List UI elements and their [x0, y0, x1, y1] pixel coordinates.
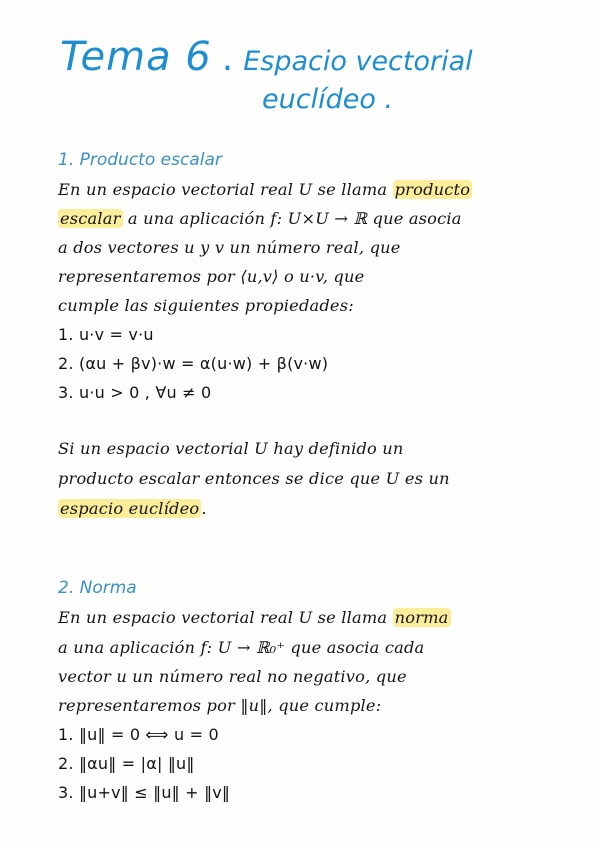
section1-line: representaremos por ⟨u,v⟩ o u·v, que: [58, 267, 365, 286]
text: En un espacio vectorial real U se llama: [58, 608, 393, 627]
section1-line: [58, 180, 472, 199]
property-1: 1. u·v = v·u: [58, 325, 154, 344]
text: a una aplicación f: U×U → ℝ que asocia: [122, 209, 462, 228]
text: .: [201, 499, 207, 518]
property-3: 3. u·u > 0 , ∀u ≠ 0: [58, 383, 212, 402]
section2-line: vector u un número real no negativo, que: [58, 667, 407, 686]
section1-paragraph2-line: Si un espacio vectorial U hay definido un: [58, 439, 404, 458]
section1-paragraph2-line: producto escalar entonces se dice que U es un: [58, 469, 450, 488]
section1-line: cumple las siguientes propiedades:: [58, 296, 354, 315]
norm-property-3: 3. ‖u+v‖ ≤ ‖u‖ + ‖v‖: [58, 783, 231, 802]
norm-property-2: 2. ‖αu‖ = |α| ‖u‖: [58, 754, 195, 773]
section1-line: [58, 209, 462, 228]
title-dot: .: [221, 38, 234, 79]
highlight-term: norma: [394, 608, 449, 627]
section2-line: a una aplicación f: U → ℝ₀⁺ que asocia cada: [58, 638, 425, 657]
page-title: [60, 34, 473, 80]
section2-heading: 2. Norma: [58, 578, 137, 598]
section2-line: [58, 608, 451, 627]
section1-heading: 1. Producto escalar: [58, 150, 222, 170]
title-main: Tema 6: [60, 34, 212, 80]
property-2: 2. (αu + βv)·w = α(u·w) + β(v·w): [58, 354, 329, 373]
title-subtitle-part1: Espacio vectorial: [243, 46, 473, 77]
section1-paragraph2-line: [58, 499, 207, 518]
text: En un espacio vectorial real U se llama: [58, 180, 393, 199]
norm-property-1: 1. ‖u‖ = 0 ⟺ u = 0: [58, 725, 219, 744]
section2-line: representaremos por ‖u‖, que cumple:: [58, 696, 382, 715]
highlight-term: espacio euclídeo: [60, 499, 200, 518]
highlight-term: producto: [394, 180, 471, 199]
highlight-term: escalar: [60, 209, 121, 228]
section1-line: a dos vectores u y v un número real, que: [58, 238, 401, 257]
title-subtitle-part2: euclídeo .: [262, 84, 394, 115]
